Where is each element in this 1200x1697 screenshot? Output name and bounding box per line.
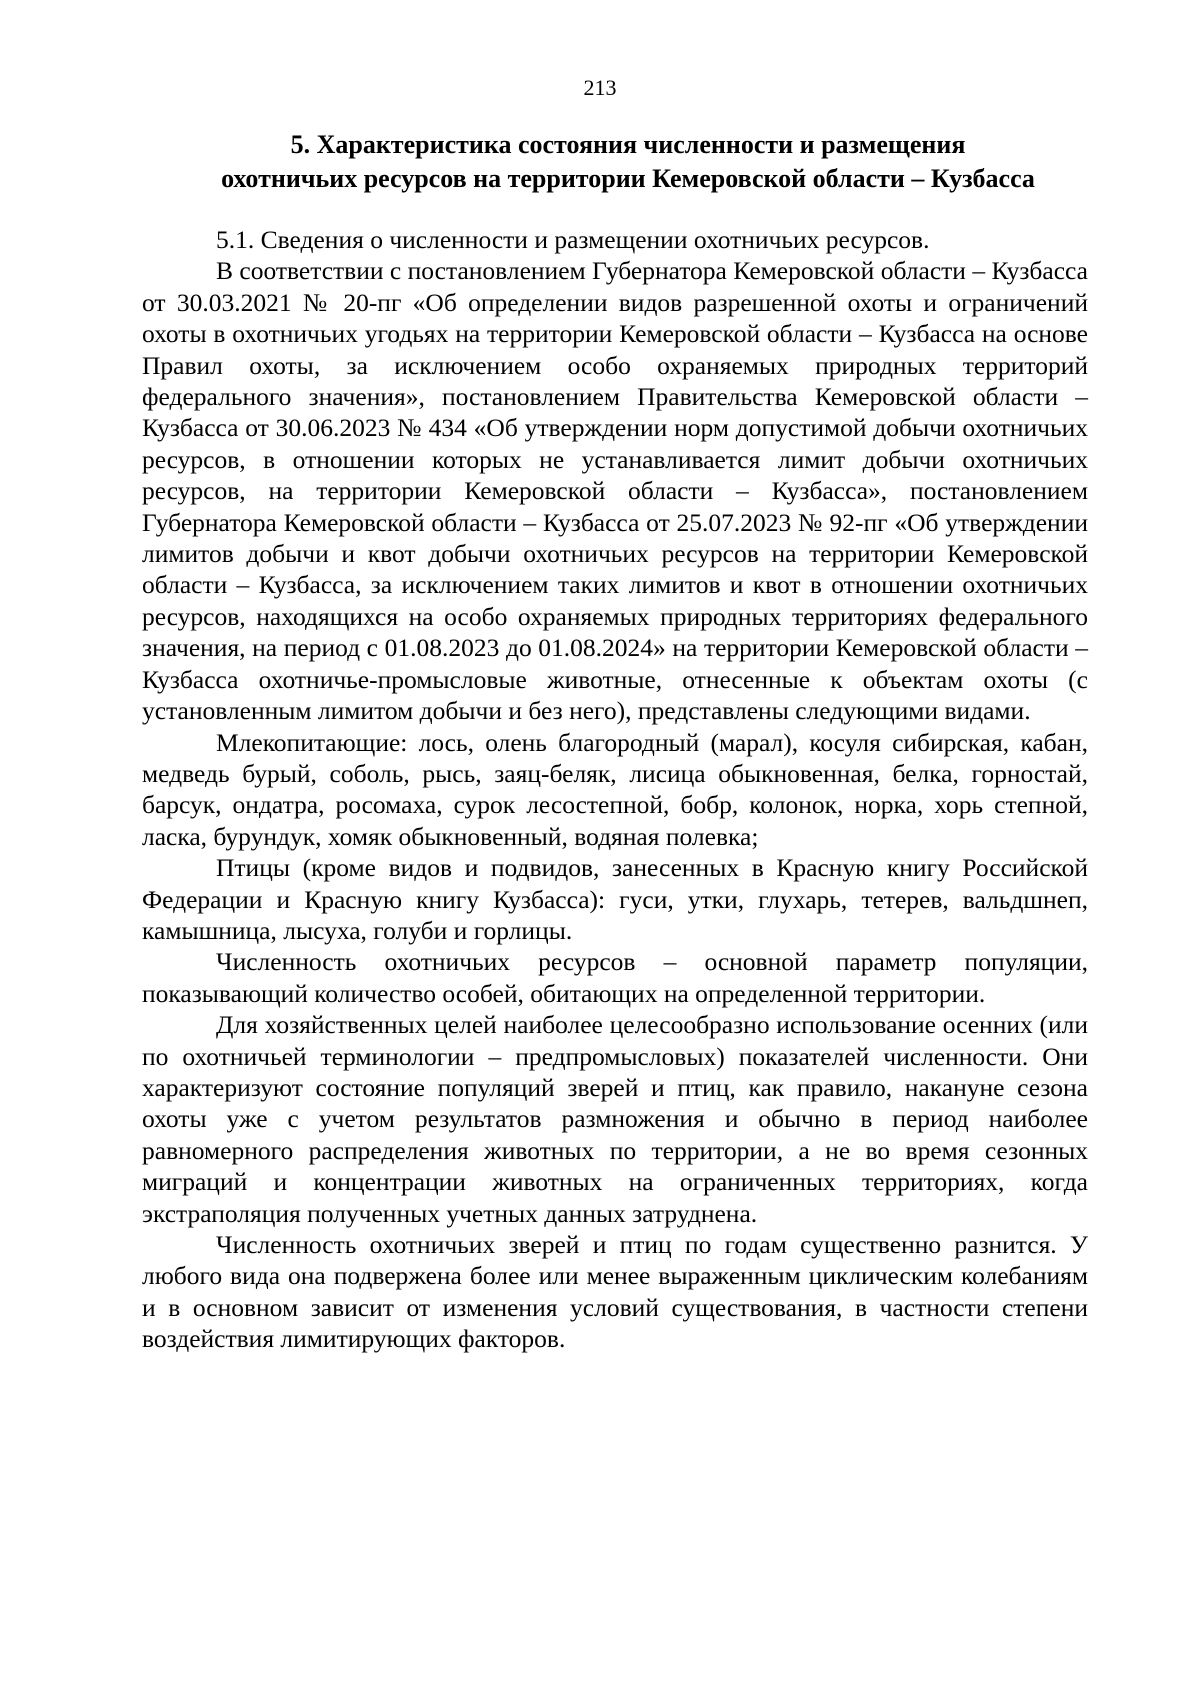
document-body [142, 224, 1088, 1355]
page-number: 213 [583, 75, 617, 100]
paragraph-population-definition: Численность охотничьих ресурсов – основной параметр популяции, показывающий количество особей, обитающих на определенной территории. [142, 947, 1088, 1008]
paragraph-birds: Птицы (кроме видов и подвидов, занесенных в Красную книгу Российской Федерации и Красную книгу Кузбасса): гуси, утки, глухарь, тетерев, вальдшнеп, камышница, лысуха, голуби и горлицы. [142, 853, 1088, 945]
paragraph-legal-basis: В соответствии с постановлением Губернатора Кемеровской области – Кузбасса от 30.03.2021 № 20-пг «Об определении видов разрешенной охоты и ограничений охоты в охотничьих угодьях на территории Кемеровской области – Кузбасса на основе Правил охоты, за исключением особо охраняемых природных территорий федерального значения», постановлением Правительства Кемеровской области – Кузбасса от 30.06.2023 № 434 «Об утверждении норм допустимой добычи охотничьих ресурсов, в отношении которых не устанавливается лимит добычи охотничьих ресурсов, на территории Кемеровской области – Кузбасса», постановлением Губернатора Кемеровской области – Кузбасса от 25.07.2023 № 92-пг «Об утверждении лимитов добычи и квот добычи охотничьих ресурсов на территории Кемеровской области – Кузбасса, за исключением таких лимитов и квот в отношении охотничьих ресурсов, находящихся на особо охраняемых природных территориях федерального значения, на период с 01.08.2023 до 01.08.2024» на территории Кемеровской области – Кузбасса охотничье-промысловые животные, отнесенные к объектам охоты (с установленным лимитом добычи и без него), представлены следующими видами. [142, 256, 1088, 726]
subsection-title: 5.1. Сведения о численности и размещении охотничьих ресурсов. [216, 225, 930, 254]
section-heading-line-2: охотничьих ресурсов на территории Кемеровской области – Кузбасса [221, 164, 1035, 193]
paragraph-autumn-indicators: Для хозяйственных целей наиболее целесообразно использование осенних (или по охотничьей терминологии – предпромысловых) показателей численности. Они характеризуют состояние популяций зверей и птиц, как правило, накануне сезона охоты уже с учетом результатов размножения и обычно в период наиболее равномерного распределения животных по территории, а не во время сезонных миграций и концентрации животных на ограниченных территориях, когда экстраполяция полученных учетных данных затруднена. [142, 1010, 1088, 1228]
section-heading [168, 128, 1088, 196]
paragraph-population-fluctuations: Численность охотничьих зверей и птиц по годам существенно разнится. У любого вида она подвержена более или менее выраженным циклическим колебаниям и в основном зависит от изменения условий существования, в частности степени воздействия лимитирующих факторов. [142, 1230, 1088, 1354]
paragraph-mammals: Млекопитающие: лось, олень благородный (марал), косуля сибирская, кабан, медведь бурый, соболь, рысь, заяц-беляк, лисица обыкновенная, белка, горностай, барсук, ондатра, росомаха, сурок лесостепной, бобр, колонок, норка, хорь степной, ласка, бурундук, хомяк обыкновенный, водяная полевка; [142, 727, 1088, 851]
section-heading-line-1: 5. Характеристика состояния численности и размещения [290, 130, 966, 159]
